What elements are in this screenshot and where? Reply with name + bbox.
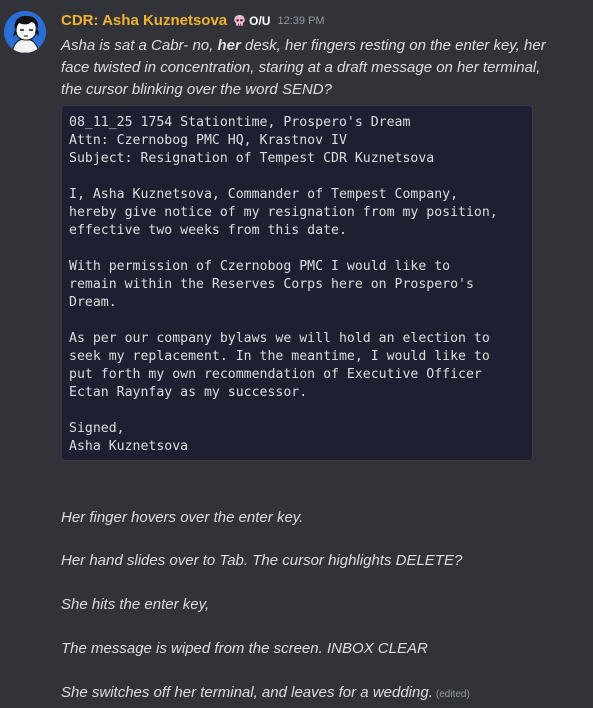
role-tag-label: O/U bbox=[249, 13, 271, 28]
paragraph-last bbox=[61, 682, 561, 706]
paragraph-leaves: She switches off her terminal, and leaves for a wedding. bbox=[61, 684, 433, 701]
intro-text bbox=[61, 35, 561, 101]
paragraph-message-wiped: The message is wiped from the screen. INBOX CLEAR bbox=[61, 640, 428, 657]
edited-label: (edited) bbox=[435, 689, 470, 700]
anime-portrait-icon bbox=[4, 11, 46, 53]
paragraph-hand-slides: Her hand slides over to Tab. The cursor highlights DELETE? bbox=[61, 552, 463, 569]
role-tag[interactable] bbox=[233, 14, 270, 28]
intro-text-emphasis: her bbox=[217, 37, 241, 54]
skull-icon bbox=[233, 14, 246, 27]
timestamp: 12:39 PM bbox=[277, 14, 325, 27]
intro-text-start: Asha is sat a Cabr- no, bbox=[61, 37, 218, 54]
paragraph-hits-enter: She hits the enter key, bbox=[61, 596, 210, 613]
code-block-text: 08_11_25 1754 Stationtime, Prospero's Dream Attn: Czernobog PMC HQ, Krastnov IV Subject: Resignation of Tempest CDR Kuznetsova I, Asha Kuznetsova, Commander of Tempest Company, hereby give notice of my resignation from my position, effective two weeks from this date. With permission of Czernobog PMC I would like to remain within the Reserves Corps here on Prospero's Dream. As per our company bylaws we will hold an election to seek my replacement. In the meantime, I would like to put forth my own recommendation of Executive Officer Ectan Raynfay as my successor. Signed, Asha Kuznetsova bbox=[69, 115, 498, 454]
avatar[interactable] bbox=[4, 11, 46, 53]
intro-text-end: desk, her fingers resting on the enter key, her face twisted in concentration, staring at a draft message on her terminal, the cursor blinking over the word SEND? bbox=[61, 37, 546, 98]
code-block bbox=[61, 105, 533, 461]
message-header bbox=[61, 12, 325, 29]
paragraph-finger-hovers: Her finger hovers over the enter key. bbox=[61, 509, 304, 526]
username[interactable]: CDR: Asha Kuznetsova bbox=[61, 12, 228, 29]
